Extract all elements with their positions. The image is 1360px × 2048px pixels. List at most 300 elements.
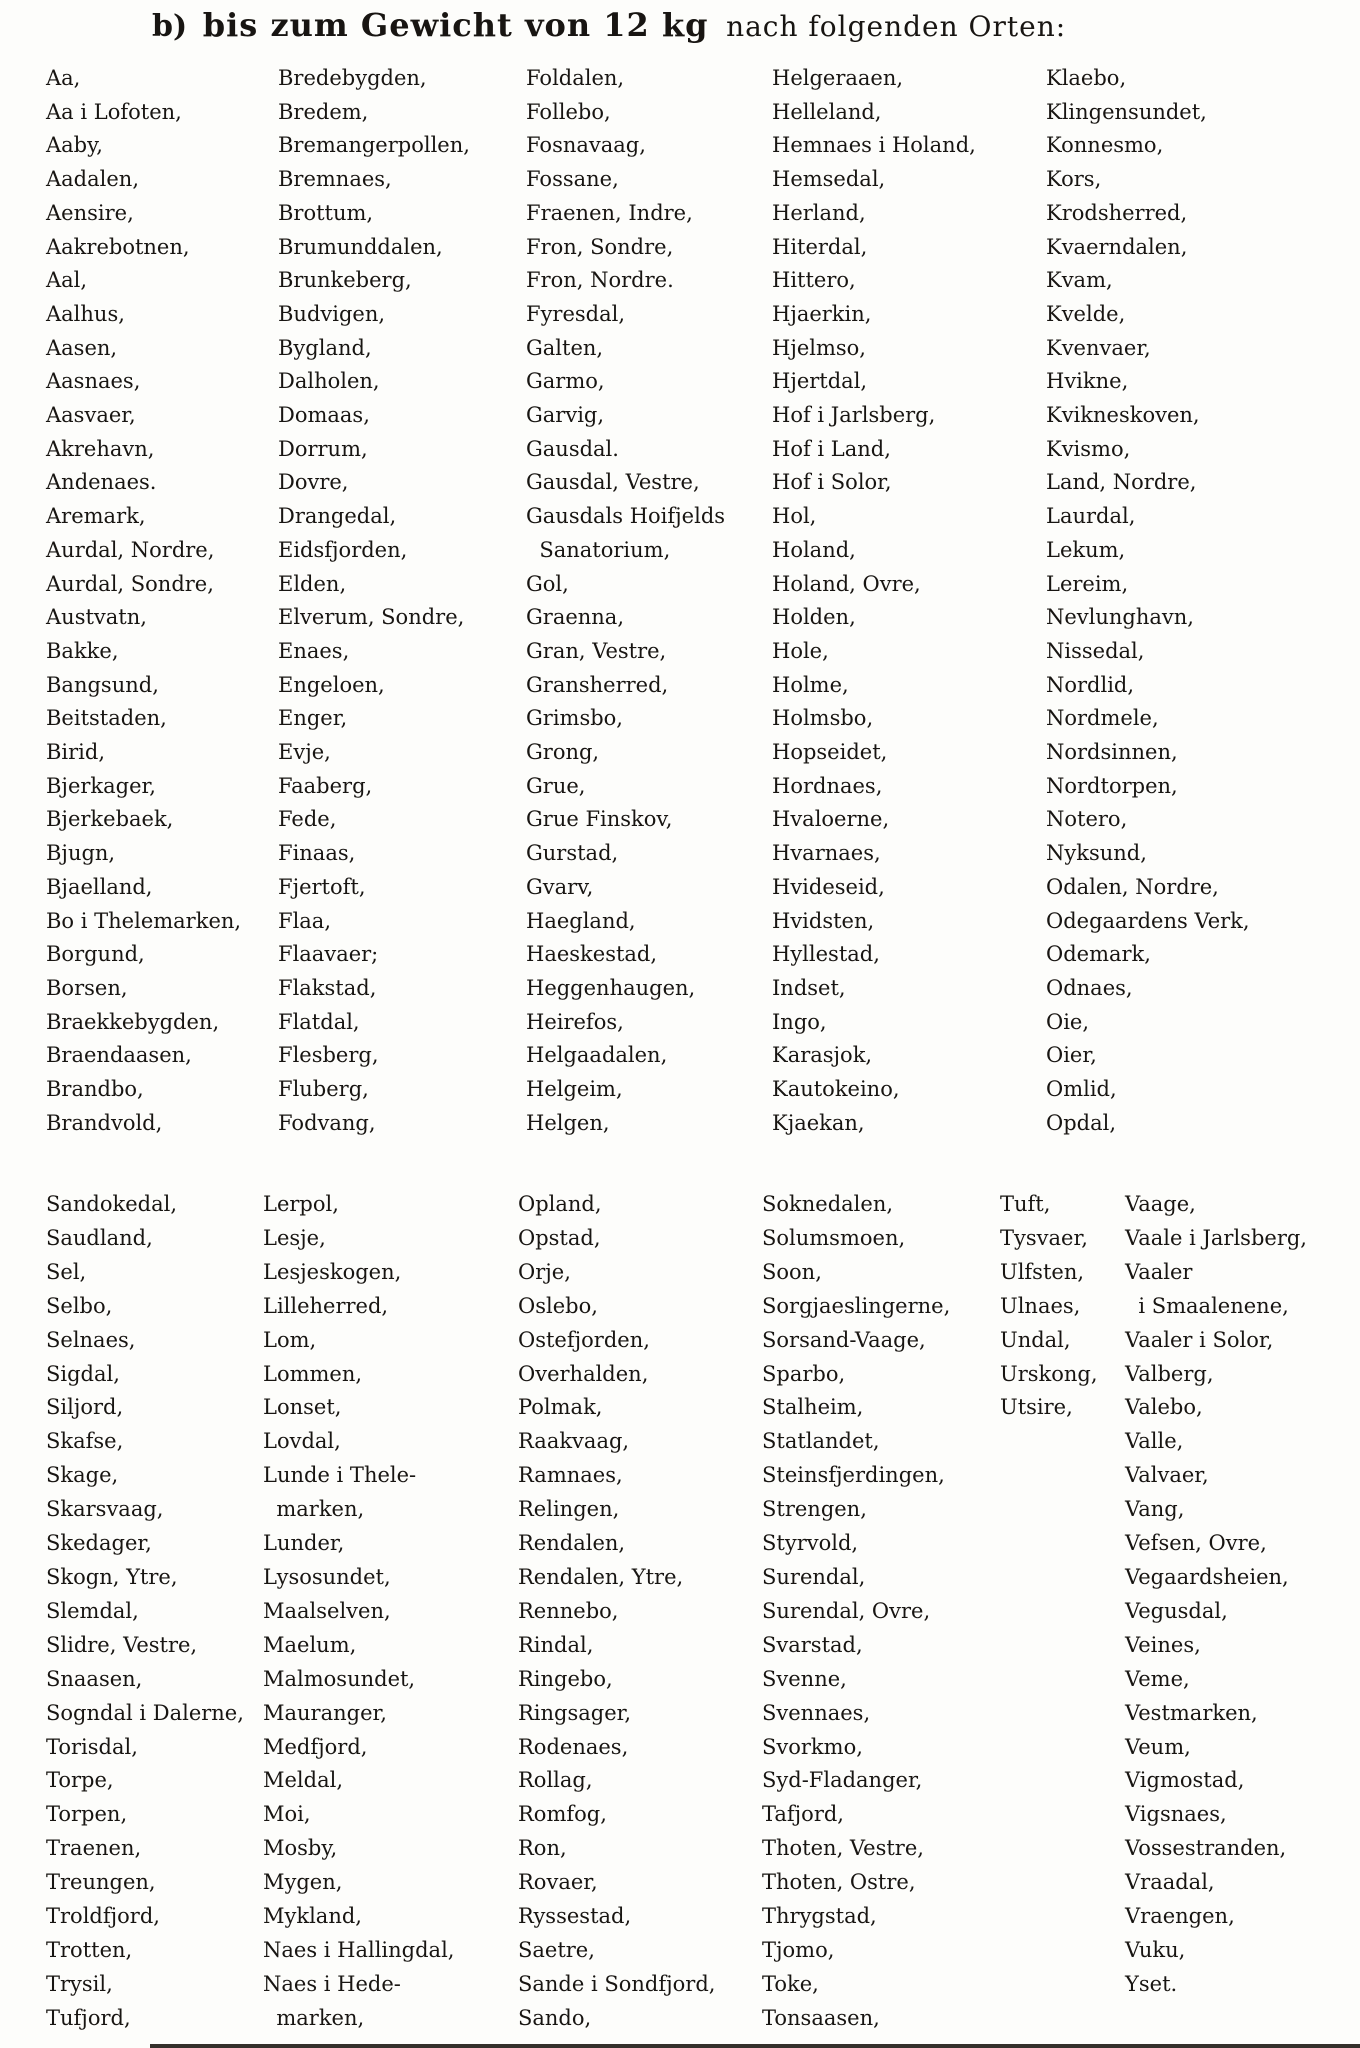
header-item-letter: b) <box>152 9 188 44</box>
place-name: Romfog, <box>518 1802 607 1827</box>
place-name: Thrygstad, <box>762 1904 877 1929</box>
lower-column-1 <box>46 1188 244 2036</box>
place-name: Aalhus, <box>46 301 125 326</box>
place-name: Grue, <box>526 773 586 798</box>
place-name: Bangsund, <box>46 672 159 697</box>
place-name: marken, <box>263 2005 365 2030</box>
place-name: Maalselven, <box>263 1598 391 1623</box>
place-name: Nyksund, <box>1046 841 1147 866</box>
place-name: Siljord, <box>46 1395 124 1420</box>
place-name: Fossane, <box>526 167 619 192</box>
place-name: Hole, <box>772 638 829 663</box>
place-name: Holand, <box>772 537 856 562</box>
place-name: Fron, Sondre, <box>526 234 674 259</box>
place-name: Valebo, <box>1125 1395 1203 1420</box>
place-name: Lekum, <box>1046 537 1126 562</box>
place-name: Konnesmo, <box>1046 133 1164 158</box>
place-name: Veum, <box>1125 1734 1191 1759</box>
place-name: Aadalen, <box>46 167 139 192</box>
place-name: Gvarv, <box>526 874 594 899</box>
place-name: Elverum, Sondre, <box>278 605 465 630</box>
place-name: Vigsnaes, <box>1125 1802 1227 1827</box>
place-name: Thoten, Vestre, <box>762 1836 924 1861</box>
place-name: Fron, Nordre. <box>526 268 674 293</box>
place-name: Aaby, <box>46 133 103 158</box>
place-name: Gol, <box>526 571 569 596</box>
place-name: Grong, <box>526 740 600 765</box>
place-name: Ulfsten, <box>1000 1259 1085 1284</box>
place-name: Vaaler <box>1125 1259 1193 1284</box>
place-name: Holme, <box>772 672 849 697</box>
place-name: Grue Finskov, <box>526 807 673 832</box>
place-name: Eidsfjorden, <box>278 537 408 562</box>
place-name: Veme, <box>1125 1666 1190 1691</box>
place-name: Hittero, <box>772 268 856 293</box>
place-name: Lom, <box>263 1327 317 1352</box>
place-name: Nordmele, <box>1046 706 1159 731</box>
place-name: Slemdal, <box>46 1598 139 1623</box>
place-name: Soknedalen, <box>762 1192 894 1216</box>
place-name: Hvaloerne, <box>772 807 890 832</box>
place-name: Finaas, <box>278 841 356 866</box>
place-name: marken, <box>263 1497 365 1522</box>
place-name: Fodvang, <box>278 1110 376 1135</box>
place-name: Haegland, <box>526 908 636 933</box>
place-name: Veines, <box>1125 1632 1201 1657</box>
place-name: Ringebo, <box>518 1666 613 1691</box>
place-name: Andenaes. <box>46 470 157 495</box>
place-name: Kvaerndalen, <box>1046 234 1188 259</box>
place-name: Hof i Jarlsberg, <box>772 403 936 428</box>
place-name: Gausdals Hoifjelds <box>526 504 726 529</box>
place-name: Utsire, <box>1000 1395 1073 1420</box>
place-name: Nissedal, <box>1046 638 1145 663</box>
place-name: Sanatorium, <box>526 537 671 562</box>
place-name: Aremark, <box>46 504 146 529</box>
place-name: Lovdal, <box>263 1429 341 1454</box>
place-name: Aakrebotnen, <box>46 234 190 259</box>
place-name: Fyresdal, <box>526 301 626 326</box>
place-name: Valle, <box>1125 1429 1184 1454</box>
place-name: Odnaes, <box>1046 975 1133 1000</box>
place-name: Bremnaes, <box>278 167 392 192</box>
lower-column-3 <box>518 1188 715 2036</box>
place-name: Treungen, <box>46 1870 156 1895</box>
place-name: Gurstad, <box>526 841 619 866</box>
place-name: Kautokeino, <box>772 1077 900 1102</box>
place-name: Surendal, Ovre, <box>762 1598 931 1623</box>
place-name: Medfjord, <box>263 1734 368 1759</box>
upper-column-1 <box>46 62 241 1141</box>
place-name: Kvismo, <box>1046 436 1131 461</box>
place-name: Oie, <box>1046 1009 1090 1034</box>
place-name: Lunde i Thele- <box>263 1463 417 1488</box>
place-name: Nordsinnen, <box>1046 740 1178 765</box>
place-name: Hol, <box>772 504 817 529</box>
place-name: Svenne, <box>762 1666 847 1691</box>
place-name: Vraengen, <box>1125 1904 1235 1929</box>
place-name: Fede, <box>278 807 337 832</box>
place-name: Borgund, <box>46 942 145 967</box>
place-name: Nevlunghavn, <box>1046 605 1194 630</box>
place-name: Sando, <box>518 2005 592 2030</box>
place-name: Evje, <box>278 740 331 765</box>
place-name: Meldal, <box>263 1768 344 1793</box>
lower-column-2 <box>263 1188 454 2036</box>
place-name: Hjelmso, <box>772 335 866 360</box>
place-name: Valberg, <box>1125 1361 1214 1386</box>
place-name: Torpe, <box>46 1768 114 1793</box>
place-name: Gausdal, Vestre, <box>526 470 700 495</box>
place-name: Naes i Hede- <box>263 1971 401 1996</box>
place-name: Torpen, <box>46 1802 128 1827</box>
place-name: Rennebo, <box>518 1598 619 1623</box>
place-name: Hemnaes i Holand, <box>772 133 976 158</box>
place-name: Aasnaes, <box>46 369 141 394</box>
place-name: Hvideseid, <box>772 874 885 899</box>
place-name: Enger, <box>278 706 348 731</box>
place-name: Urskong, <box>1000 1361 1098 1386</box>
place-name: Sorsand-Vaage, <box>762 1327 926 1352</box>
place-name: Bjerkebaek, <box>46 807 174 832</box>
place-name: Bremangerpollen, <box>278 133 470 158</box>
place-name: Syd-Fladanger, <box>762 1768 923 1793</box>
place-name: Oier, <box>1046 1043 1097 1068</box>
place-name: Tonsaasen, <box>762 2005 880 2030</box>
place-name: Mykland, <box>263 1904 362 1929</box>
place-name: Overhalden, <box>518 1361 649 1386</box>
place-name: Klaebo, <box>1046 66 1127 90</box>
place-name: Flaa, <box>278 908 332 933</box>
place-name: Slidre, Vestre, <box>46 1632 198 1657</box>
place-name: Opdal, <box>1046 1110 1117 1135</box>
place-name: Yset. <box>1125 1971 1178 1996</box>
place-name: Sel, <box>46 1259 87 1284</box>
place-name: Strengen, <box>762 1497 867 1522</box>
place-name: Saetre, <box>518 1937 595 1962</box>
place-name: Sorgjaeslingerne, <box>762 1293 951 1318</box>
place-name: Lonset, <box>263 1395 342 1420</box>
place-name: Kvikneskoven, <box>1046 403 1200 428</box>
place-name: Budvigen, <box>278 301 386 326</box>
place-name: Hyllestad, <box>772 942 880 967</box>
place-name: Elden, <box>278 571 347 596</box>
place-name: Lerpol, <box>263 1192 339 1216</box>
place-name: Kors, <box>1046 167 1102 192</box>
place-name: Skarsvaag, <box>46 1497 164 1522</box>
place-name: Rodenaes, <box>518 1734 629 1759</box>
place-name: Tafjord, <box>762 1802 844 1827</box>
place-name: Tuft, <box>1000 1192 1051 1216</box>
place-name: Traenen, <box>46 1836 142 1861</box>
place-name: Lesjeskogen, <box>263 1259 402 1284</box>
place-name: Solumsmoen, <box>762 1225 906 1250</box>
place-name: Sigdal, <box>46 1361 120 1386</box>
place-name: Vigmostad, <box>1125 1768 1245 1793</box>
place-name: Bjaelland, <box>46 874 153 899</box>
place-name: Helgen, <box>526 1110 610 1135</box>
place-name: Raakvaag, <box>518 1429 630 1454</box>
place-name: Aurdal, Sondre, <box>46 571 214 596</box>
place-name: Aa i Lofoten, <box>46 99 182 124</box>
place-name: Vossestranden, <box>1125 1836 1287 1861</box>
place-name: Thoten, Ostre, <box>762 1870 916 1895</box>
place-name: Malmosundet, <box>263 1666 416 1691</box>
place-name: Hvikne, <box>1046 369 1129 394</box>
place-name: Bo i Thelemarken, <box>46 908 242 933</box>
place-name: Naes i Hallingdal, <box>263 1937 455 1962</box>
place-name: Tufjord, <box>46 2005 131 2030</box>
place-name: Kvelde, <box>1046 301 1126 326</box>
place-name: Steinsfjerdingen, <box>762 1463 945 1488</box>
place-name: Gausdal. <box>526 436 619 461</box>
place-name: Birid, <box>46 740 106 765</box>
place-name: Mosby, <box>263 1836 338 1861</box>
place-name: Engeloen, <box>278 672 385 697</box>
place-name: Orje, <box>518 1259 571 1284</box>
place-name: Lysosundet, <box>263 1564 391 1589</box>
place-name: Ringsager, <box>518 1700 632 1725</box>
place-name: Odegaardens Verk, <box>1046 908 1250 933</box>
place-name: Selbo, <box>46 1293 113 1318</box>
place-name: Rovaer, <box>518 1870 598 1895</box>
place-name: Oslebo, <box>518 1293 598 1318</box>
place-name: Selnaes, <box>46 1327 136 1352</box>
place-name: Mauranger, <box>263 1700 387 1725</box>
place-name: Brottum, <box>278 200 374 225</box>
place-name: Bjugn, <box>46 841 116 866</box>
place-name: Drangedal, <box>278 504 397 529</box>
place-name: Follebo, <box>526 99 611 124</box>
place-name: Karasjok, <box>772 1043 873 1068</box>
header-weight-clause: bis zum Gewicht von 12 kg <box>202 6 709 44</box>
place-name: Nordlid, <box>1046 672 1135 697</box>
place-name: Ryssestad, <box>518 1904 632 1929</box>
place-name: Krodsherred, <box>1046 200 1188 225</box>
place-name: Bjerkager, <box>46 773 156 798</box>
upper-column-5 <box>1046 62 1250 1141</box>
place-name: Ramnaes, <box>518 1463 623 1488</box>
place-name: Brandbo, <box>46 1077 144 1102</box>
place-name: Holmsbo, <box>772 706 874 731</box>
place-name: Hemsedal, <box>772 167 886 192</box>
place-name: Soon, <box>762 1259 822 1284</box>
place-name: Rollag, <box>518 1768 593 1793</box>
place-name: Ulnaes, <box>1000 1293 1081 1318</box>
place-name: Sandokedal, <box>46 1192 178 1216</box>
place-name: Vaale i Jarlsberg, <box>1125 1225 1307 1250</box>
place-name: Garvig, <box>526 403 605 428</box>
place-name: Svorkmo, <box>762 1734 863 1759</box>
place-name: Bakke, <box>46 638 119 663</box>
place-name: Aasen, <box>46 335 118 360</box>
place-name: Fluberg, <box>278 1077 369 1102</box>
place-name: Torisdal, <box>46 1734 138 1759</box>
place-name: Lesje, <box>263 1225 326 1250</box>
place-name: Dorrum, <box>278 436 368 461</box>
place-name: Sande i Sondfjord, <box>518 1971 716 1996</box>
place-name: Dovre, <box>278 470 349 495</box>
upper-column-4 <box>772 62 976 1141</box>
place-name: Lereim, <box>1046 571 1129 596</box>
place-name: Flesberg, <box>278 1043 379 1068</box>
place-name: Bredem, <box>278 99 369 124</box>
place-name: Hof i Solor, <box>772 470 892 495</box>
place-name: Kvenvaer, <box>1046 335 1151 360</box>
place-name: Rendalen, Ytre, <box>518 1564 684 1589</box>
place-name: Braendaasen, <box>46 1043 192 1068</box>
place-name: Undal, <box>1000 1327 1071 1352</box>
place-name: Aurdal, Nordre, <box>46 537 215 562</box>
place-name: Aal, <box>46 268 88 293</box>
place-name: Flatdal, <box>278 1009 360 1034</box>
place-name: Helgaadalen, <box>526 1043 668 1068</box>
place-name: Fraenen, Indre, <box>526 200 693 225</box>
place-name: Brunkeberg, <box>278 268 412 293</box>
place-name: Ron, <box>518 1836 567 1861</box>
place-name: Skogn, Ytre, <box>46 1564 178 1589</box>
place-name: Skedager, <box>46 1531 152 1556</box>
place-name: Holand, Ovre, <box>772 571 921 596</box>
place-name: Troldfjord, <box>46 1904 160 1929</box>
place-name: Hordnaes, <box>772 773 883 798</box>
place-name: Bredebygden, <box>278 66 427 90</box>
place-name: Vaage, <box>1125 1192 1196 1216</box>
place-name: Fjertoft, <box>278 874 366 899</box>
place-name: Klingensundet, <box>1046 99 1207 124</box>
place-name: Opland, <box>518 1192 602 1216</box>
place-name: Hvidsten, <box>772 908 875 933</box>
lower-column-5a <box>1000 1188 1098 1425</box>
place-name: Faaberg, <box>278 773 373 798</box>
place-name: Vaaler i Solor, <box>1125 1327 1274 1352</box>
place-name: Odemark, <box>1046 942 1151 967</box>
place-name: Grimsbo, <box>526 706 623 731</box>
scan-edge-artifact <box>150 2044 1360 2048</box>
place-name: Holden, <box>772 605 856 630</box>
place-name: Hjertdal, <box>772 369 868 394</box>
place-name: Hof i Land, <box>772 436 891 461</box>
place-name: Bygland, <box>278 335 372 360</box>
place-name: Toke, <box>762 1971 819 1996</box>
place-name: Odalen, Nordre, <box>1046 874 1219 899</box>
place-name: Vuku, <box>1125 1937 1186 1962</box>
place-name: Domaas, <box>278 403 370 428</box>
place-name: Aasvaer, <box>46 403 136 428</box>
place-name: Fosnavaag, <box>526 133 646 158</box>
header-places-clause: nach folgenden Orten: <box>726 10 1067 43</box>
place-name: Heggenhaugen, <box>526 975 696 1000</box>
place-name: Land, Nordre, <box>1046 470 1197 495</box>
place-name: Flaavaer; <box>278 942 379 967</box>
place-name: Haeskestad, <box>526 942 658 967</box>
place-name: Vang, <box>1125 1497 1185 1522</box>
place-name: Borsen, <box>46 975 128 1000</box>
place-name: Beitstaden, <box>46 706 167 731</box>
place-name: Hjaerkin, <box>772 301 872 326</box>
place-name: Svennaes, <box>762 1700 871 1725</box>
place-name: Ostefjorden, <box>518 1327 650 1352</box>
place-name: Vegaardsheien, <box>1125 1564 1289 1589</box>
place-name: Tjomo, <box>762 1937 835 1962</box>
lower-column-4 <box>762 1188 950 2036</box>
place-name: Aa, <box>46 66 81 90</box>
place-name: Helgeim, <box>526 1077 623 1102</box>
place-name: Garmo, <box>526 369 605 394</box>
place-name: Kvam, <box>1046 268 1113 293</box>
place-name: Graenna, <box>526 605 625 630</box>
place-name: Nordtorpen, <box>1046 773 1178 798</box>
place-name: Hiterdal, <box>772 234 868 259</box>
place-name: Snaasen, <box>46 1666 143 1691</box>
place-name: Rendalen, <box>518 1531 626 1556</box>
place-name: Flakstad, <box>278 975 377 1000</box>
place-name: Galten, <box>526 335 604 360</box>
place-name: Vegusdal, <box>1125 1598 1228 1623</box>
place-name: Foldalen, <box>526 66 625 90</box>
place-name: Tysvaer, <box>1000 1225 1088 1250</box>
upper-column-3 <box>526 62 725 1141</box>
place-name: Sparbo, <box>762 1361 846 1386</box>
place-name: Lommen, <box>263 1361 363 1386</box>
place-name: Saudland, <box>46 1225 153 1250</box>
place-name: Vefsen, Ovre, <box>1125 1531 1267 1556</box>
place-name: i Smaalenene, <box>1125 1293 1289 1318</box>
place-name: Enaes, <box>278 638 350 663</box>
place-name: Hopseidet, <box>772 740 888 765</box>
place-name: Hvarnaes, <box>772 841 881 866</box>
place-name: Lunder, <box>263 1531 345 1556</box>
place-name: Braekkebygden, <box>46 1009 220 1034</box>
place-name: Rindal, <box>518 1632 594 1657</box>
place-name: Dalholen, <box>278 369 380 394</box>
place-name: Austvatn, <box>46 605 147 630</box>
place-name: Brandvold, <box>46 1110 163 1135</box>
place-name: Moi, <box>263 1802 311 1827</box>
place-name: Trotten, <box>46 1937 133 1962</box>
place-name: Surendal, <box>762 1564 866 1589</box>
lower-column-5b <box>1125 1188 1307 2002</box>
place-name: Valvaer, <box>1125 1463 1209 1488</box>
upper-column-2 <box>278 62 470 1141</box>
place-name: Aensire, <box>46 200 134 225</box>
place-name: Heirefos, <box>526 1009 624 1034</box>
place-name: Trysil, <box>46 1971 113 1996</box>
place-name: Ingo, <box>772 1009 827 1034</box>
place-name: Styrvold, <box>762 1531 859 1556</box>
place-name: Polmak, <box>518 1395 603 1420</box>
place-name: Mygen, <box>263 1870 343 1895</box>
place-name: Relingen, <box>518 1497 620 1522</box>
place-name: Svarstad, <box>762 1632 863 1657</box>
place-name: Notero, <box>1046 807 1128 832</box>
place-name: Vestmarken, <box>1125 1700 1258 1725</box>
place-name: Stalheim, <box>762 1395 864 1420</box>
place-name: Helgeraaen, <box>772 66 904 90</box>
place-name: Vraadal, <box>1125 1870 1215 1895</box>
place-name: Opstad, <box>518 1225 601 1250</box>
place-name: Helleland, <box>772 99 882 124</box>
place-name: Maelum, <box>263 1632 357 1657</box>
place-name: Gran, Vestre, <box>526 638 667 663</box>
place-name: Kjaekan, <box>772 1110 865 1135</box>
place-name: Brumunddalen, <box>278 234 443 259</box>
place-name: Skage, <box>46 1463 119 1488</box>
place-name: Akrehavn, <box>46 436 155 461</box>
page-title <box>152 6 1066 44</box>
place-name: Herland, <box>772 200 866 225</box>
place-name: Skafse, <box>46 1429 124 1454</box>
